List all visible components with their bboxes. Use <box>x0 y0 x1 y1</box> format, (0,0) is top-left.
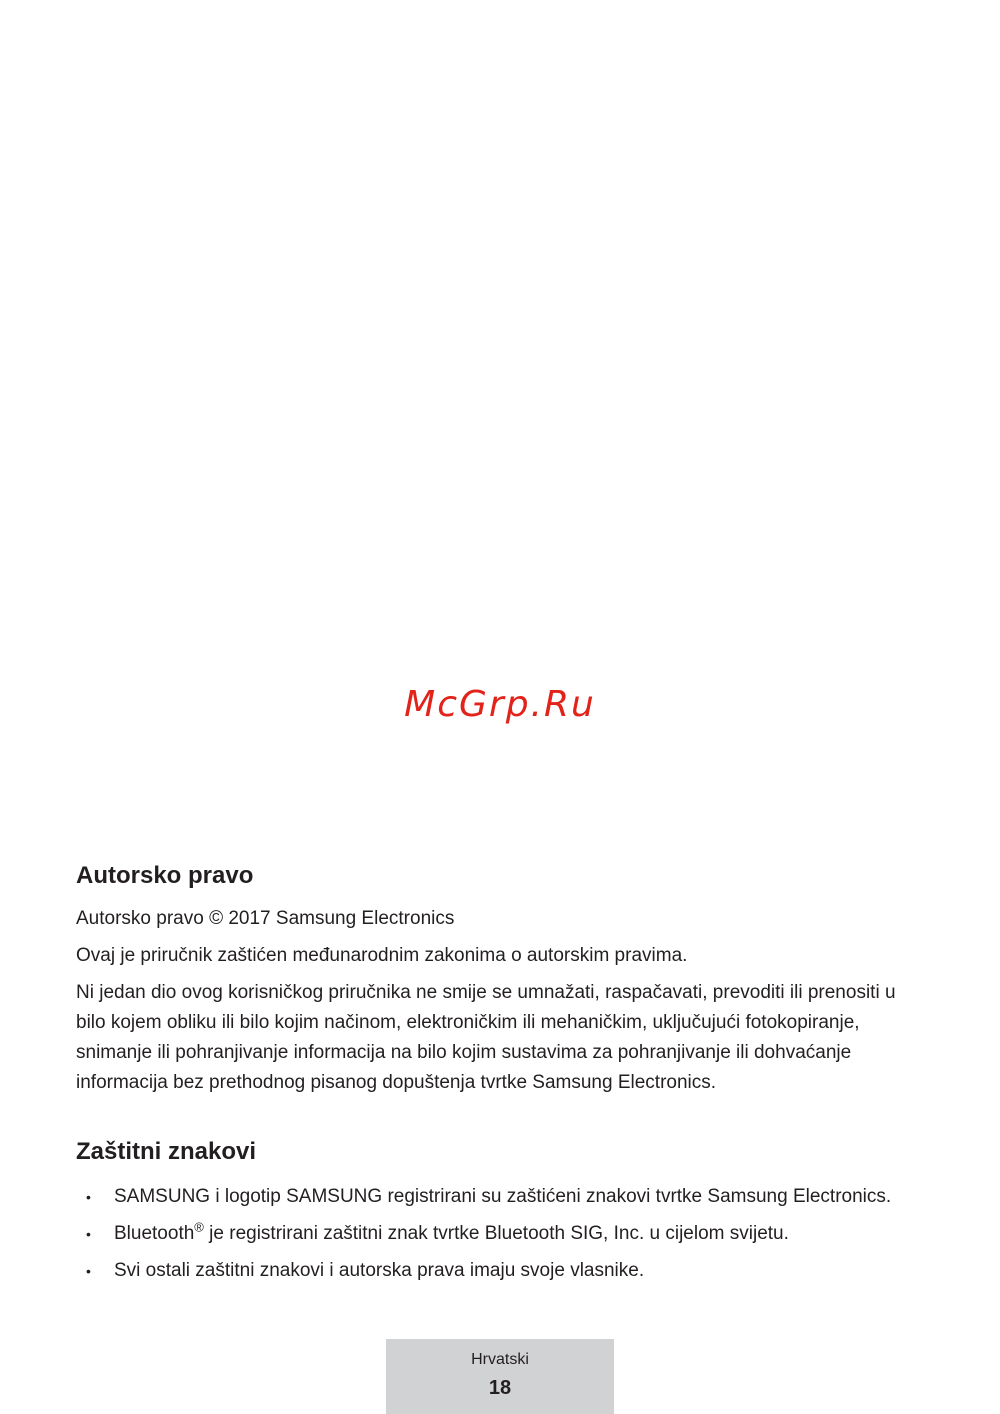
document-body <box>76 860 926 1293</box>
bullet-icon: • <box>86 1263 91 1279</box>
list-item-text: SAMSUNG i logotip SAMSUNG registrirani su zaštićeni znakovi tvrtke Samsung Electronics. <box>114 1186 892 1207</box>
footer-language: Hrvatski <box>471 1351 529 1368</box>
registered-mark: ® <box>194 1219 204 1235</box>
trademarks-section <box>76 1136 926 1286</box>
watermark-logo: McGrp.Ru <box>404 684 596 725</box>
page-footer <box>386 1339 614 1414</box>
copyright-line: Autorsko pravo © 2017 Samsung Electronics <box>76 908 455 929</box>
copyright-heading: Autorsko pravo <box>76 862 254 889</box>
list-item-text: Bluetooth <box>114 1223 195 1244</box>
protection-notice: Ovaj je priručnik zaštićen međunarodnim zakonima o autorskim pravima. <box>76 945 688 966</box>
copyright-section <box>76 860 926 1098</box>
bullet-icon: • <box>86 1189 91 1205</box>
trademarks-heading: Zaštitni znakovi <box>76 1138 257 1165</box>
list-item <box>76 1256 926 1286</box>
reproduction-notice: Ni jedan dio ovog korisničkog priručnika ne smije se umnažati, raspačavati, prevoditi ili prenositi u bilo kojem obliku ili bilo kojim načinom, elektroničkim ili mehaničkim, uključujući fotokopiranje, snimanje ili pohranjivanje informacija na bilo kojim sustavima za pohranjivanje ili dohvaćanje informacija bez prethodnog pisanog dopuštenja tvrtke Samsung Electronics. <box>76 982 896 1093</box>
list-item <box>76 1182 926 1212</box>
bullet-icon: • <box>86 1226 91 1242</box>
list-item <box>76 1219 926 1249</box>
trademarks-list <box>76 1182 926 1286</box>
page-number: 18 <box>488 1377 512 1399</box>
list-item-text: je registrirani zaštitni znak tvrtke Bluetooth SIG, Inc. u cijelom svijetu. <box>203 1223 789 1244</box>
list-item-text: Svi ostali zaštitni znakovi i autorska prava imaju svoje vlasnike. <box>114 1260 645 1281</box>
